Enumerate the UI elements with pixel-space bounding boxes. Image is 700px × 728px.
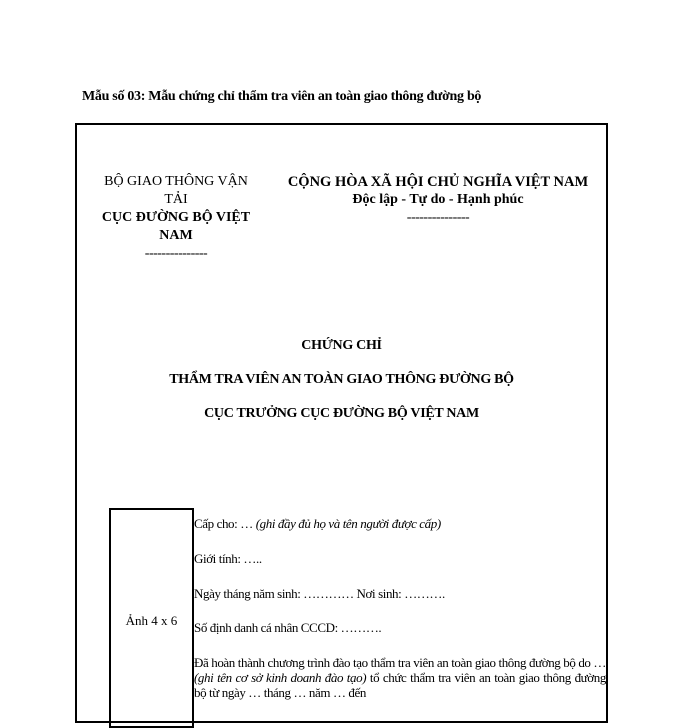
photo-label: Ảnh 4 x 6: [125, 613, 178, 628]
national-header: [278, 173, 598, 227]
id-number-field: Số định danh cá nhân CCCD: ……….: [194, 620, 382, 635]
ministry-name: BỘ GIAO THÔNG VẬN TẢI: [104, 174, 248, 207]
training-statement: [194, 655, 606, 700]
gender-field: Giới tính: …..: [194, 551, 262, 566]
right-divider: ---------------: [406, 210, 470, 225]
birth-field: Ngày tháng năm sinh: ………… Nơi sinh: ……….: [194, 586, 445, 601]
training-statement-text: Đã hoàn thành chương trình đào tạo thẩm tra viên an toàn giao thông đường bộ do …: [194, 655, 606, 670]
issuer-title: CỤC TRƯỞNG CỤC ĐƯỜNG BỘ VIỆT NAM: [204, 406, 479, 421]
training-provider-hint: (ghi tên cơ sở kinh doanh đào tạo): [194, 670, 367, 685]
certificate-subtitle: THẨM TRA VIÊN AN TOÀN GIAO THÔNG ĐƯỜNG BỘ: [169, 372, 514, 387]
form-caption: Mẫu số 03: Mẫu chứng chỉ thẩm tra viên an toàn giao thông đường bộ: [82, 89, 482, 104]
issued-to-field: [194, 516, 441, 532]
issuing-authority-header: [96, 173, 256, 263]
department-name: CỤC ĐƯỜNG BỘ VIỆT NAM: [101, 210, 251, 243]
country-name: CỘNG HÒA XÃ HỘI CHỦ NGHĨA VIỆT NAM: [287, 174, 589, 190]
left-divider: ---------------: [144, 246, 208, 261]
issued-to-hint: (ghi đầy đủ họ và tên người được cấp): [255, 516, 441, 531]
national-motto: Độc lập - Tự do - Hạnh phúc: [352, 192, 524, 207]
certificate-title: CHỨNG CHỈ: [301, 338, 382, 353]
issued-to-label: Cấp cho: …: [194, 516, 256, 531]
training-statement-continuation: tổ chức thẩm tra viên an toàn giao thông đường bộ từ ngày … tháng … năm … đến: [194, 670, 606, 700]
